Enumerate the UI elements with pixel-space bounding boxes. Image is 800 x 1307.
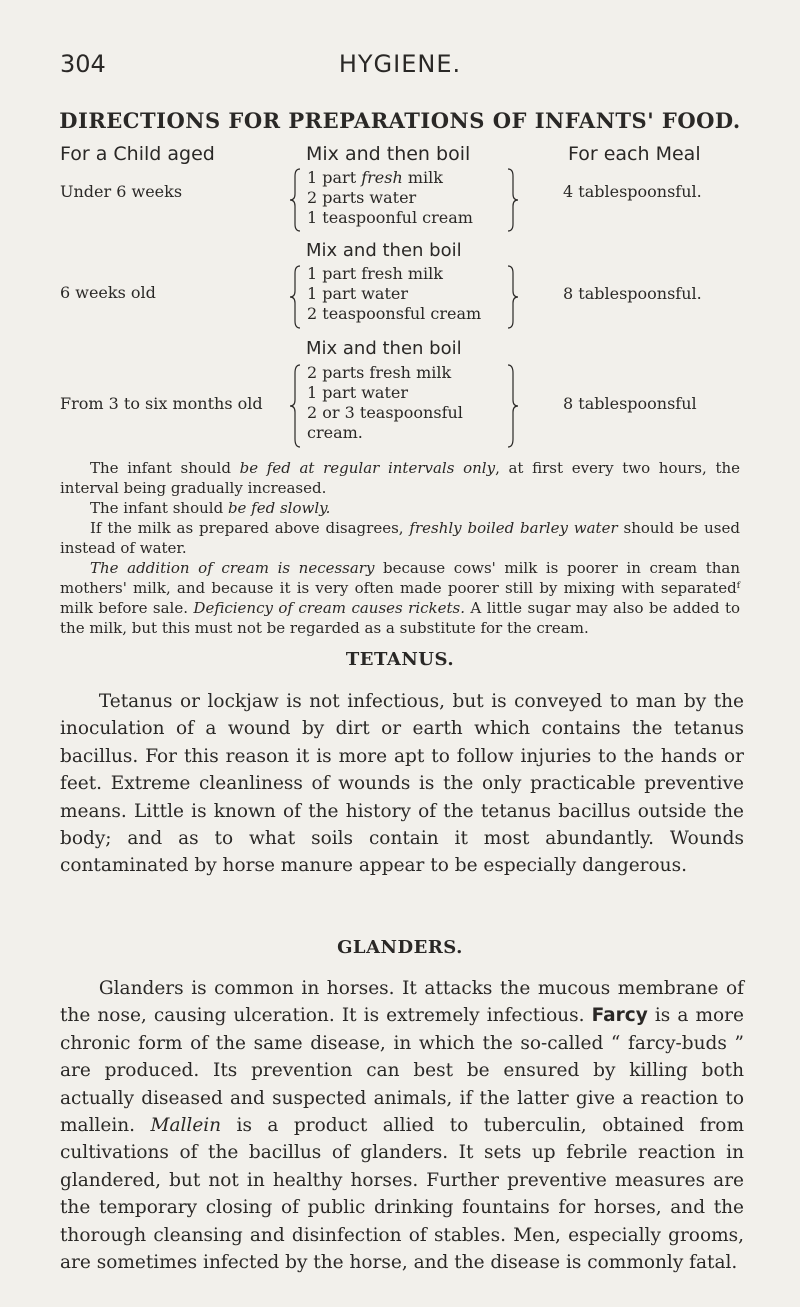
ingredient-line: cream.	[307, 423, 363, 442]
ingredient-line: 1 part fresh milk	[307, 264, 443, 283]
row-age-label: 6 weeks old	[60, 283, 156, 302]
ingredient-line: 2 teaspoonsful cream	[307, 304, 482, 323]
note-paragraph: The addition of cream is necessary because cows' milk is poorer in cream than mothers' milk, and because it is very often made poorer still by mixing with separatedᶠ milk before sale. Deficiency of cream causes rickets. A little sugar may also be added to the milk, but this must not be regarded as a substitute for the cream.	[60, 559, 740, 637]
left-brace	[289, 265, 303, 329]
right-brace	[505, 168, 519, 232]
section-heading-glanders: GLANDERS.	[337, 937, 463, 958]
right-brace	[505, 364, 519, 448]
ingredient-line: 2 parts water	[307, 188, 417, 207]
meal-amount: 8 tablespoonsful	[563, 394, 697, 413]
ingredient-line: 2 or 3 teaspoonsful	[307, 403, 463, 422]
running-head: HYGIENE.	[338, 50, 462, 78]
tetanus-paragraph: Tetanus or lockjaw is not infectious, but is conveyed to man by the inoculation of a wound by dirt or earth which contains the tetanus bacillus. For this reason it is more apt to follow injuries to the hands or feet. Extreme cleanliness of wounds is the only practicable preventive means. Little is known of the history of the tetanus bacillus outside the body; and as to what soils contain it most abundantly. Wounds contaminated by horse manure appear to be especially dangerous.	[60, 691, 744, 877]
right-brace	[505, 265, 519, 329]
row-age-label: Under 6 weeks	[60, 182, 183, 201]
ingredient-line: 1 part water	[307, 383, 408, 402]
method-heading: Mix and then boil	[306, 338, 462, 359]
page-number: 304	[60, 50, 106, 78]
column-head-age: For a Child aged	[60, 143, 215, 165]
left-brace	[289, 364, 303, 448]
table-title: DIRECTIONS FOR PREPARATIONS OF INFANTS' FOOD.	[59, 108, 741, 133]
meal-amount: 4 tablespoonsful.	[563, 182, 702, 201]
method-heading: Mix and then boil	[306, 240, 462, 261]
page-header	[0, 50, 800, 80]
ingredient-line: 1 part water	[307, 284, 408, 303]
left-brace	[289, 168, 303, 232]
ingredient-line: 1 teaspoonful cream	[307, 208, 473, 227]
ingredient-line: 1 part fresh milk	[307, 168, 443, 187]
section-heading-tetanus: TETANUS.	[345, 649, 455, 670]
row-age-label: From 3 to six months old	[60, 394, 263, 413]
note-paragraph: If the milk as prepared above disagrees, freshly boiled barley water should be used instead of water.	[60, 519, 740, 557]
note-paragraph: The infant should be fed slowly.	[90, 499, 331, 517]
column-head-meal: For each Meal	[568, 143, 701, 165]
glanders-paragraph: Glanders is common in horses. It attacks the mucous membrane of the nose, causing ulceration. It is extremely infectious. Farcy is a more chronic form of the same disease, in which the so-called “ farcy-buds ” are produced. Its prevention can best be ensured by killing both actually diseased and suspected animals, if the latter give a reaction to mallein. Mallein is a product allied to tuberculin, obtained from cultivations of the bacillus of glanders. It sets up febrile reaction in glandered, but not in healthy horses. Further preventive measures are the temporary closing of public drinking fountains for horses, and the thorough cleansing and disinfection of stables. Men, especially grooms, are sometimes infected by the horse, and the disease is commonly fatal.	[60, 978, 744, 1274]
ingredient-line: 2 parts fresh milk	[307, 363, 452, 382]
note-paragraph: The infant should be fed at regular intervals only, at first every two hours, the interval being gradually increased.	[60, 459, 741, 497]
meal-amount: 8 tablespoonsful.	[563, 284, 702, 303]
column-head-method: Mix and then boil	[306, 143, 471, 165]
